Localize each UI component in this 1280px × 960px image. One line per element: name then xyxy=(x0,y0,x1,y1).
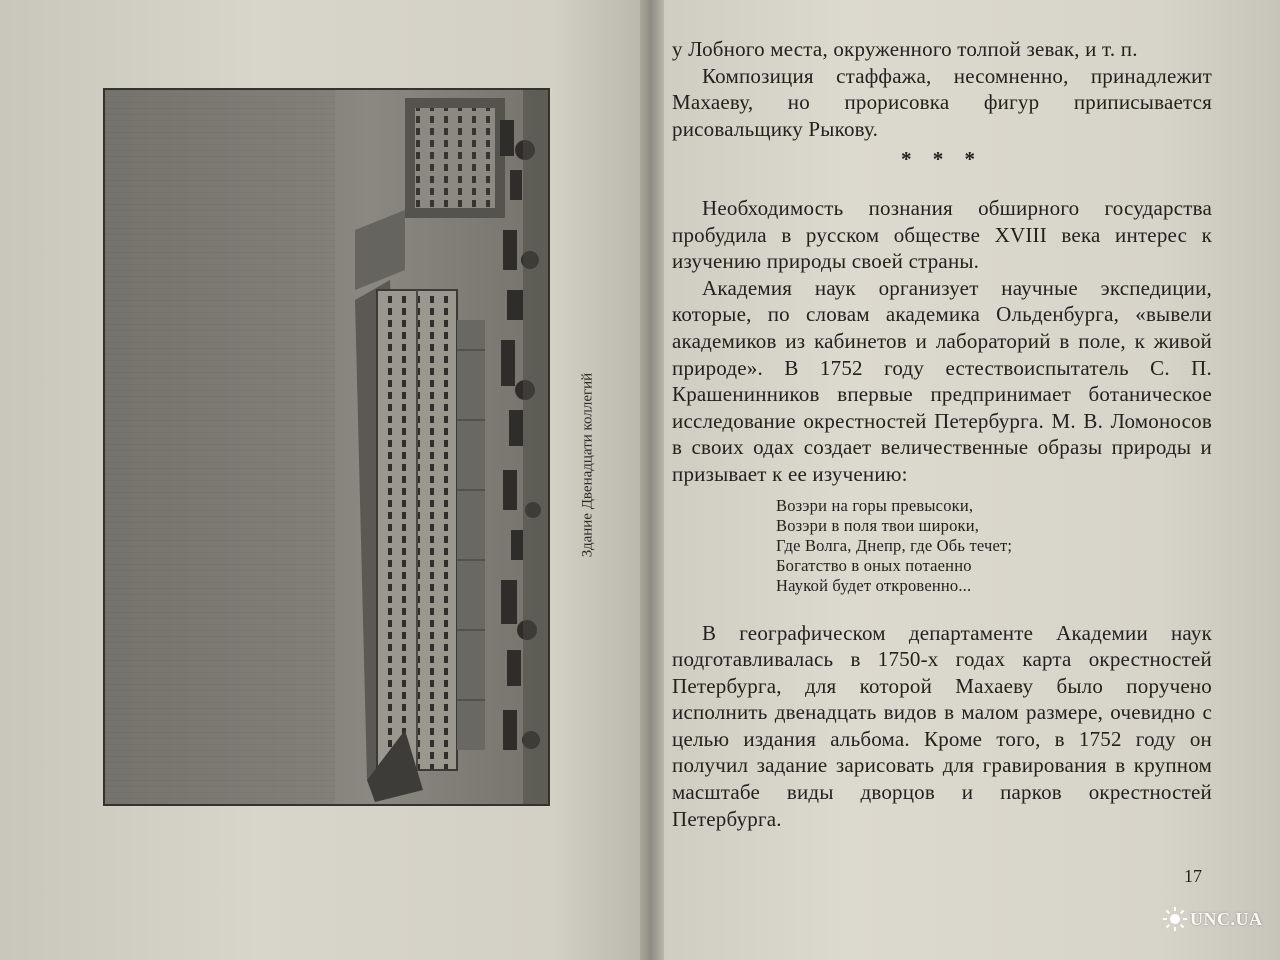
plate-caption-text: Здание Двенадцати коллегий xyxy=(579,372,596,558)
poem-line: Где Волга, Днепр, где Обь течет; xyxy=(776,535,1013,555)
foreground xyxy=(523,90,548,804)
book-gutter xyxy=(640,0,664,960)
poem-line: Возэри на горы превысоки, xyxy=(776,495,974,515)
page-number: 17 xyxy=(1184,866,1202,886)
paragraph: Композиция стаффажа, несомненно, принадлежит Махаеву, но прорисовка фигур приписывается рисовальщику Рыкову. xyxy=(672,63,1212,141)
engraving-plate xyxy=(103,88,550,806)
poem-line: Возэри в поля твои широки, xyxy=(776,515,980,535)
poem-quote xyxy=(776,496,1212,596)
paragraph: у Лобного места, окруженного толпой зевак, и т. п. xyxy=(672,37,1138,61)
poem-line: Богатство в оных потаенно xyxy=(776,555,972,575)
watermark xyxy=(1162,906,1263,932)
watermark-text: UNC.UA xyxy=(1190,908,1263,929)
section-separator: * * * xyxy=(901,147,983,172)
paragraph: В географическом департаменте Академии наук подготавливалась в 1750-х годах карта окрестностей Петербурга, для которой Махаеву было поручено исполнить двенадцать видов в малом размере, очевидно с целью издания альбома. Кроме того, в 1752 году он получил задание зарисовать для гравирования в крупном масштабе виды дворцов и парков окрестностей Петербурга. xyxy=(672,620,1212,831)
sun-logo-icon xyxy=(1162,906,1188,932)
building-twelve-collegia xyxy=(355,280,485,802)
page-text xyxy=(672,36,1212,832)
engraving-image xyxy=(105,90,548,804)
paragraph: Необходимость познания обширного государства пробудила в русском обществе XVIII века интерес к изучению природы своей страны. xyxy=(672,195,1212,274)
poem-line: Наукой будет откровенно... xyxy=(776,575,972,595)
paragraph: Академия наук организует научные экспедиции, которые, по словам академика Ольденбурга, «вывели академиков из кабинетов и лабораторий в поле, к живой природе». В 1752 году естествоиспытатель С. П. Крашенинников впервые предпринимает ботаническое исследование окрестностей Петербурга. М. В. Ломоносов в своих одах создает величественные образы природы и призывает к ее изучению: xyxy=(672,275,1212,486)
